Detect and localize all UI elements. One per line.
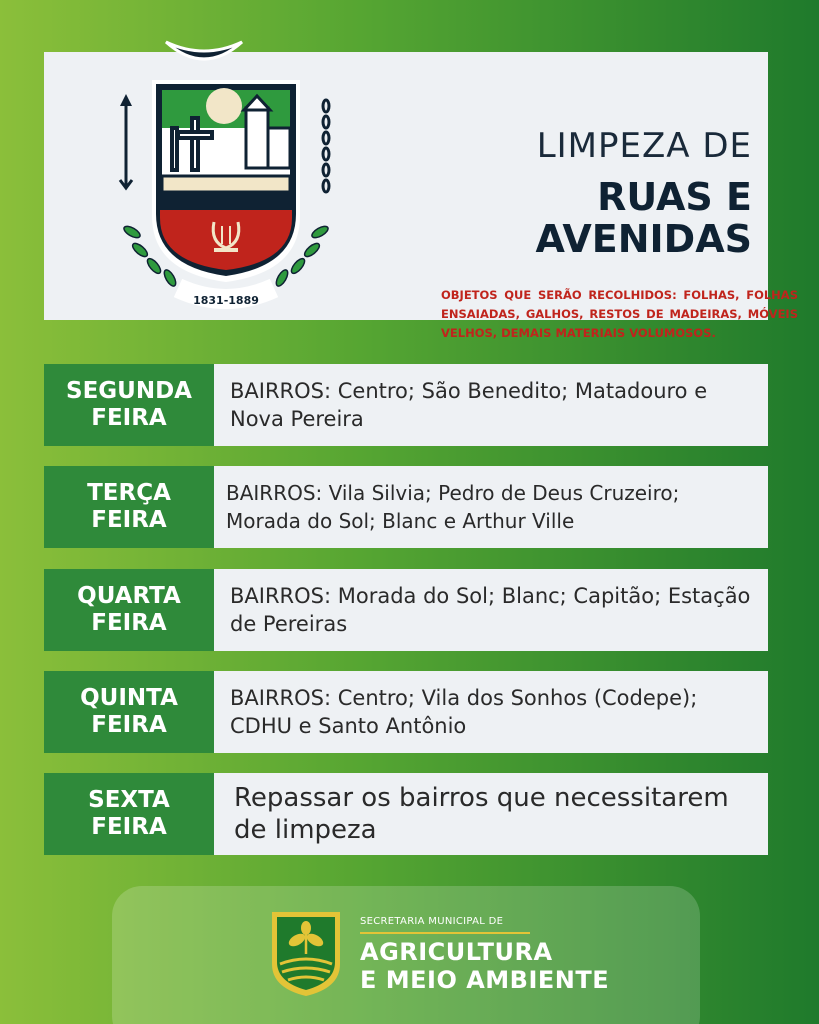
title-bold-text: RUAS E AVENIDAS [535,175,752,261]
schedule-row-monday [44,364,768,446]
title-light: LIMPEZA DE [536,126,752,166]
secretariat-divider [360,932,530,934]
day-label: SEGUNDA FEIRA [44,364,214,446]
day-label: SEXTA FEIRA [44,773,214,855]
neighborhoods-text: BAIRROS: Centro; São Benedito; Matadouro e Nova Pereira [214,364,768,446]
schedule-row-friday [44,773,768,855]
title-bold [536,176,752,260]
day-label: QUARTA FEIRA [44,569,214,651]
secretariat-small-label: SECRETARIA MUNICIPAL DE [360,916,504,927]
crest-year-label: 1831-1889 [193,294,259,307]
agriculture-secretariat-logo-icon [270,910,342,998]
neighborhoods-text: BAIRROS: Vila Silvia; Pedro de Deus Cruzeiro; Morada do Sol; Blanc e Arthur Ville [214,466,768,548]
schedule-row-thursday [44,671,768,753]
municipal-crest-icon [74,36,334,316]
day-label: TERÇA FEIRA [44,466,214,548]
collected-objects-text: OBJETOS QUE SERÃO RECOLHIDOS: FOLHAS, FOLHAS ENSAIADAS, GALHOS, RESTOS DE MADEIRAS, MÓVEIS VELHOS, DEMAIS MATERIAIS VOLUMOSOS. [441,288,798,340]
neighborhoods-text: BAIRROS: Centro; Vila dos Sonhos (Codepe); CDHU e Santo Antônio [214,671,768,753]
neighborhoods-text: BAIRROS: Morada do Sol; Blanc; Capitão; Estação de Pereiras [214,569,768,651]
neighborhoods-text: Repassar os bairros que necessitarem de limpeza [214,773,768,855]
schedule-row-wednesday [44,569,768,651]
secretariat-name: AGRICULTURA E MEIO AMBIENTE [360,938,610,994]
footer-panel [112,886,700,1024]
day-label: QUINTA FEIRA [44,671,214,753]
schedule-row-tuesday [44,466,768,548]
